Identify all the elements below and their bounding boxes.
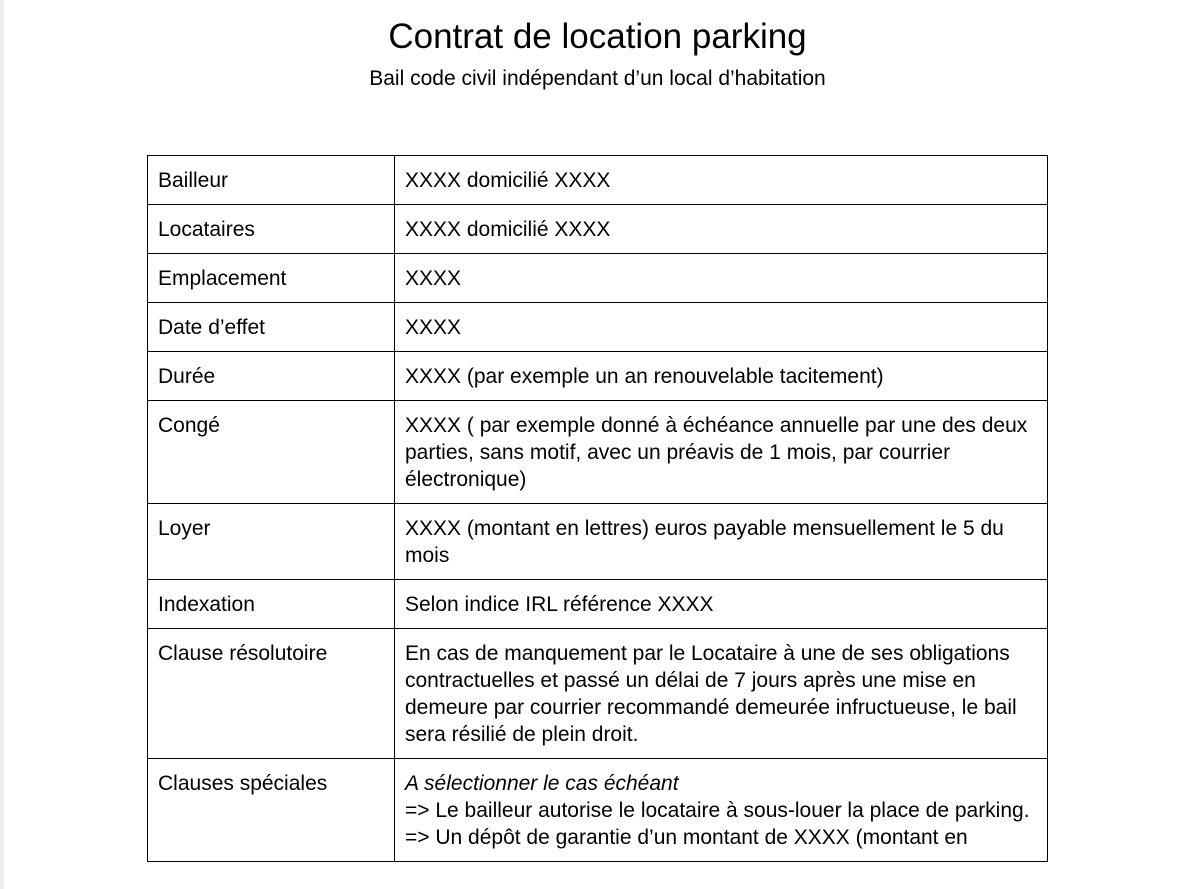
row-label: Clauses spéciales [148,759,395,862]
table-row-bailleur [148,156,1048,205]
row-value [395,759,1048,862]
table-row-loyer [148,504,1048,580]
special-clauses-intro: A sélectionner le cas échéant [405,772,679,795]
row-value: XXXX (par exemple un an renouvelable tacitement) [395,352,1048,401]
row-label: Date d’effet [148,303,395,352]
row-label: Emplacement [148,254,395,303]
row-value: XXXX ( par exemple donné à échéance annuelle par une des deux parties, sans motif, avec un préavis de 1 mois, par courrier électronique) [395,401,1048,504]
special-clause-sublet: => Le bailleur autorise le locataire à sous-louer la place de parking. [405,799,1030,822]
table-row-date-effet [148,303,1048,352]
special-clause-deposit: => Un dépôt de garantie d’un montant de XXXX (montant en [405,826,968,849]
row-label: Congé [148,401,395,504]
row-value: XXXX domicilié XXXX [395,156,1048,205]
row-value: Selon indice IRL référence XXXX [395,580,1048,629]
table-row-indexation [148,580,1048,629]
document-title: Contrat de location parking [388,17,807,56]
row-value: XXXX domicilié XXXX [395,205,1048,254]
table-row-clauses-speciales [148,759,1048,862]
table-row-locataires [148,205,1048,254]
row-label: Locataires [148,205,395,254]
row-value: XXXX [395,254,1048,303]
row-label: Indexation [148,580,395,629]
table-row-duree [148,352,1048,401]
table-row-emplacement [148,254,1048,303]
row-value: XXXX (montant en lettres) euros payable mensuellement le 5 du mois [395,504,1048,580]
document-subtitle: Bail code civil indépendant d’un local d’habitation [369,67,826,90]
row-value: XXXX [395,303,1048,352]
row-label: Loyer [148,504,395,580]
row-value: En cas de manquement par le Locataire à une de ses obligations contractuelles et passé un délai de 7 jours après une mise en demeure par courrier recommandé demeurée infructueuse, le bail sera résilié de plein droit. [395,629,1048,759]
row-label: Durée [148,352,395,401]
table-row-clause-resolutoire [148,629,1048,759]
row-label: Bailleur [148,156,395,205]
page-left-gutter [0,0,4,889]
table-row-conge [148,401,1048,504]
row-label: Clause résolutoire [148,629,395,759]
contract-table [147,155,1048,862]
